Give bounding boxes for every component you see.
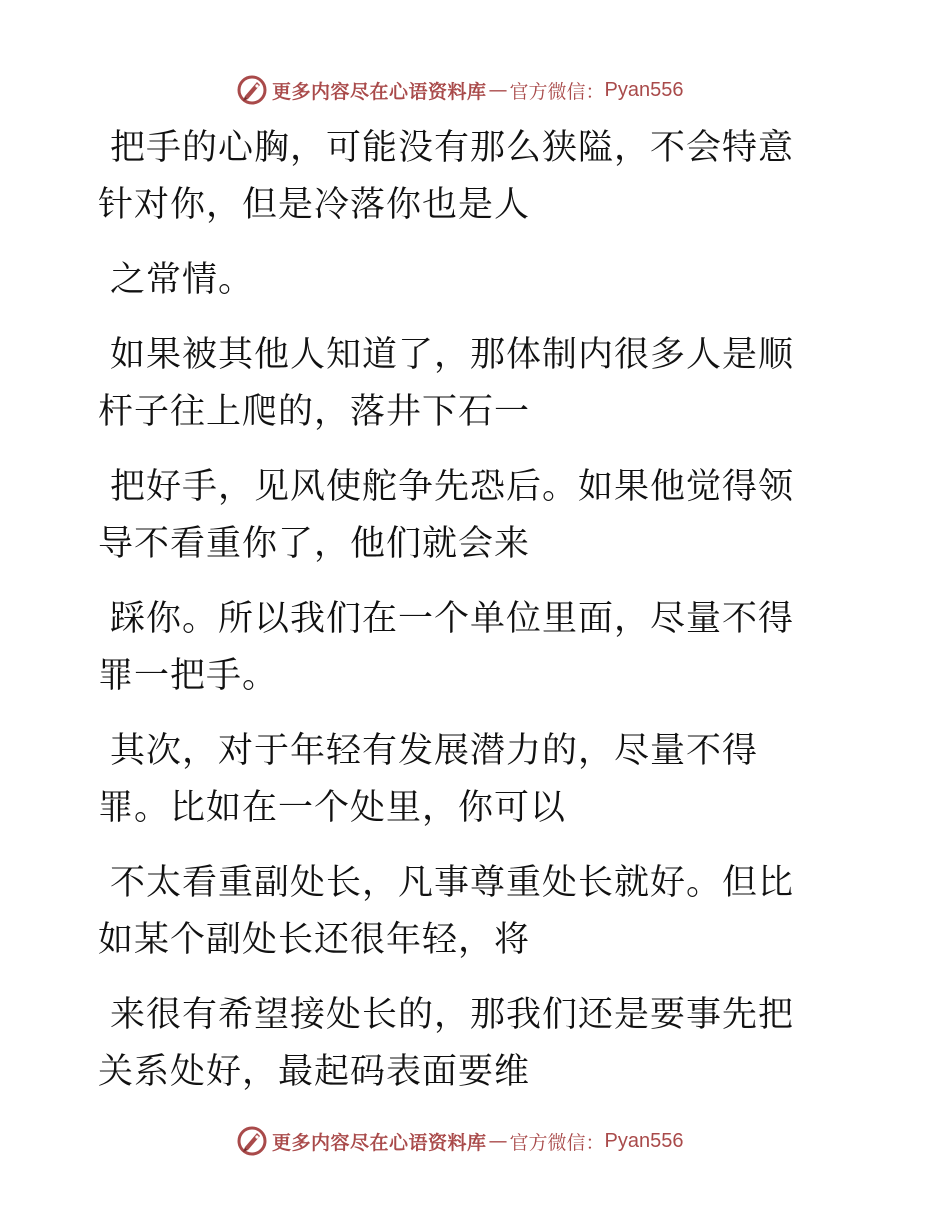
watermark-wechat-id: Pyan556 — [604, 1129, 684, 1152]
pen-nib-circle-icon — [236, 1125, 268, 1157]
header-watermark — [236, 73, 684, 107]
paragraph: 如果被其他人知道了，那体制内很多人是顺杆子往上爬的，落井下石一 — [98, 335, 795, 432]
watermark-wechat-label: 官方微信： — [509, 80, 605, 103]
pen-nib-circle-icon — [236, 74, 268, 106]
footer-watermark — [236, 1124, 684, 1158]
watermark-wechat-label: 官方微信： — [509, 1131, 605, 1154]
watermark-title: 更多内容尽在心语资料库 — [272, 1131, 487, 1154]
watermark-wechat-id: Pyan556 — [604, 78, 684, 101]
watermark-separator: — — [488, 1130, 508, 1152]
paragraph: 把好手，见风使舵争先恐后。如果他觉得领导不看重你了，他们就会来 — [98, 467, 795, 564]
paragraph: 踩你。所以我们在一个单位里面，尽量不得罪一把手。 — [98, 599, 795, 696]
paragraph: 把手的心胸，可能没有那么狭隘，不会特意针对你，但是冷落你也是人 — [98, 128, 795, 225]
paragraph: 不太看重副处长，凡事尊重处长就好。但比如某个副处长还很年轻，将 — [98, 863, 795, 960]
watermark-title: 更多内容尽在心语资料库 — [272, 80, 487, 103]
watermark-separator: — — [488, 79, 508, 101]
paragraph: 其次，对于年轻有发展潜力的，尽量不得罪。比如在一个处里，你可以 — [98, 731, 759, 828]
paragraph: 来很有希望接处长的，那我们还是要事先把关系处好，最起码表面要维 — [98, 995, 795, 1092]
document-body — [98, 120, 828, 1119]
paragraph: 之常情。 — [110, 260, 255, 300]
